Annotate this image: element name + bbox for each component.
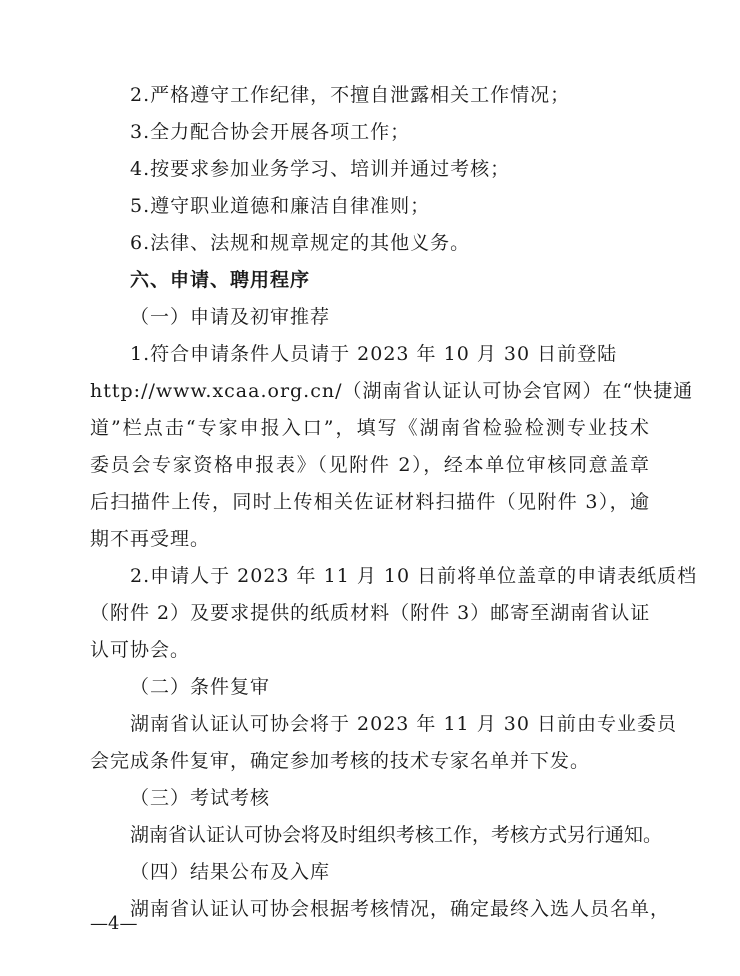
duty-item-5: 5.遵守职业道德和廉洁自律准则； (130, 195, 431, 217)
paragraph-line: 湖南省认证认可协会将于 2023 年 11 月 30 日前由专业委员 (130, 713, 677, 735)
duty-item-2: 2.严格遵守工作纪律，不擅自泄露相关工作情况； (130, 84, 571, 106)
paragraph-line: 湖南省认证认可协会将及时组织考核工作，考核方式另行通知。 (130, 824, 663, 846)
paragraph-line: 湖南省认证认可协会根据考核情况，确定最终入选人员名单， (130, 898, 671, 920)
subsection-heading: （三）考试考核 (130, 787, 271, 809)
paragraph-line: 1.符合申请条件人员请于 2023 年 10 月 30 日前登陆 (130, 343, 618, 365)
paragraph-line: http://www.xcaa.org.cn/（湖南省认证认可协会官网）在“快捷通 (90, 380, 694, 402)
subsection-heading: （一）申请及初审推荐 (130, 306, 331, 328)
paragraph-line: 委员会专家资格申报表》（见附件 2），经本单位审核同意盖章 (90, 454, 650, 476)
paragraph-line: 2.申请人于 2023 年 11 月 10 日前将单位盖章的申请表纸质档 (130, 565, 698, 587)
duty-item-4: 4.按要求参加业务学习、培训并通过考核； (130, 158, 511, 180)
paragraph-line: 道”栏点击“专家申报入口”，填写《湖南省检验检测专业技术 (90, 417, 650, 439)
section-heading: 六、申请、聘用程序 (130, 269, 311, 291)
subsection-heading: （二）条件复审 (130, 676, 271, 698)
paragraph-line: （附件 2）及要求提供的纸质材料（附件 3）邮寄至湖南省认证 (90, 602, 651, 624)
subsection-heading: （四）结果公布及入库 (130, 861, 331, 883)
paragraph-line: 会完成条件复审，确定参加考核的技术专家名单并下发。 (90, 750, 591, 772)
duty-item-3: 3.全力配合协会开展各项工作； (130, 121, 411, 143)
paragraph-line: 后扫描件上传，同时上传相关佐证材料扫描件（见附件 3），逾 (90, 491, 650, 513)
duty-item-6: 6.法律、法规和规章规定的其他义务。 (130, 232, 471, 254)
paragraph-line: 期不再受理。 (90, 528, 211, 550)
page-number: —4— (90, 913, 138, 934)
paragraph-line: 认可协会。 (90, 639, 191, 661)
